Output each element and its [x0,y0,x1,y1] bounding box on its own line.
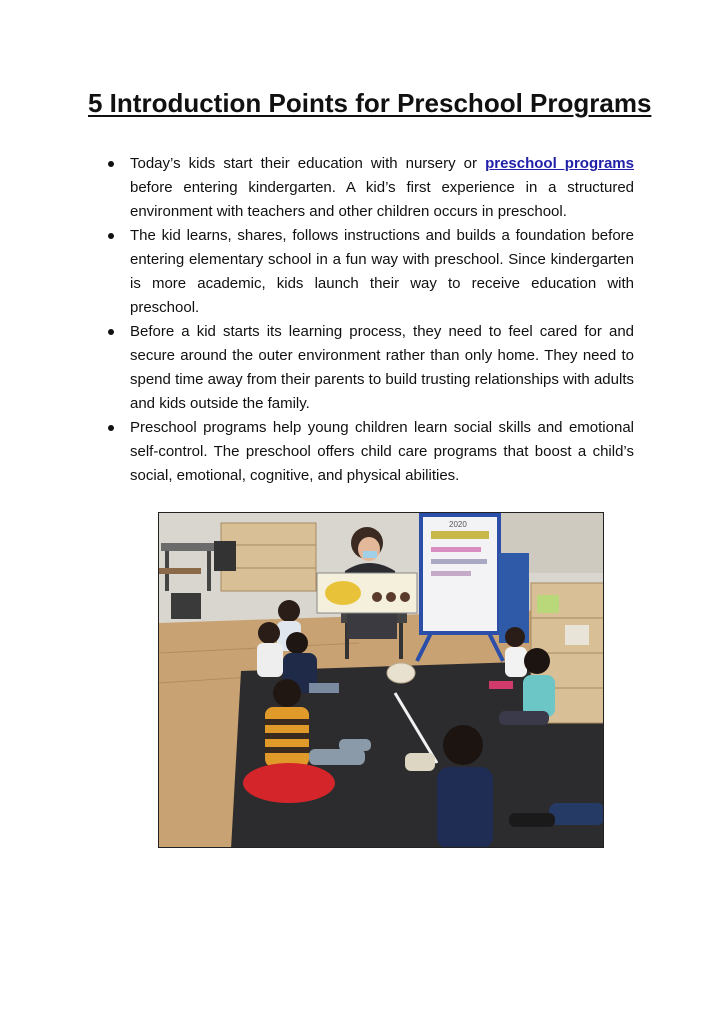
page-title: 5 Introduction Points for Preschool Programs [88,88,652,118]
bullet-icon [108,425,114,431]
classroom-photo [158,512,604,848]
bullet-icon [108,233,114,239]
bullet-icon [108,161,114,167]
list-item [104,320,634,416]
list-item [104,416,634,488]
classroom-illustration [159,513,604,848]
preschool-programs-link[interactable]: preschool programs [485,155,634,172]
bullet-text: before entering kindergarten. A kid’s first experience in a structured environment with teachers and other children occurs in preschool. [130,179,634,220]
list-item [104,152,634,224]
bullet-icon [108,329,114,335]
bullet-text: Today’s kids start their education with nursery or [130,155,486,172]
bullet-text: Before a kid starts its learning process, they need to feel cared for and secure around the outer environment rather than only home. They need to spend time away from their parents to build trusting relationships with adults and kids outside the family. [130,323,634,412]
bullet-text: Preschool programs help young children learn social skills and emotional self-control. The preschool offers child care programs that boost a child’s social, emotional, cognitive, and physical abilities. [130,419,634,484]
easel-label: 2020 [449,520,467,529]
list-item [104,224,634,320]
bullet-list [104,152,634,488]
bullet-text: The kid learns, shares, follows instructions and builds a foundation before entering elementary school in a fun way with preschool. Since kindergarten is more academic, kids launch their way to receive education with preschool. [130,227,634,316]
